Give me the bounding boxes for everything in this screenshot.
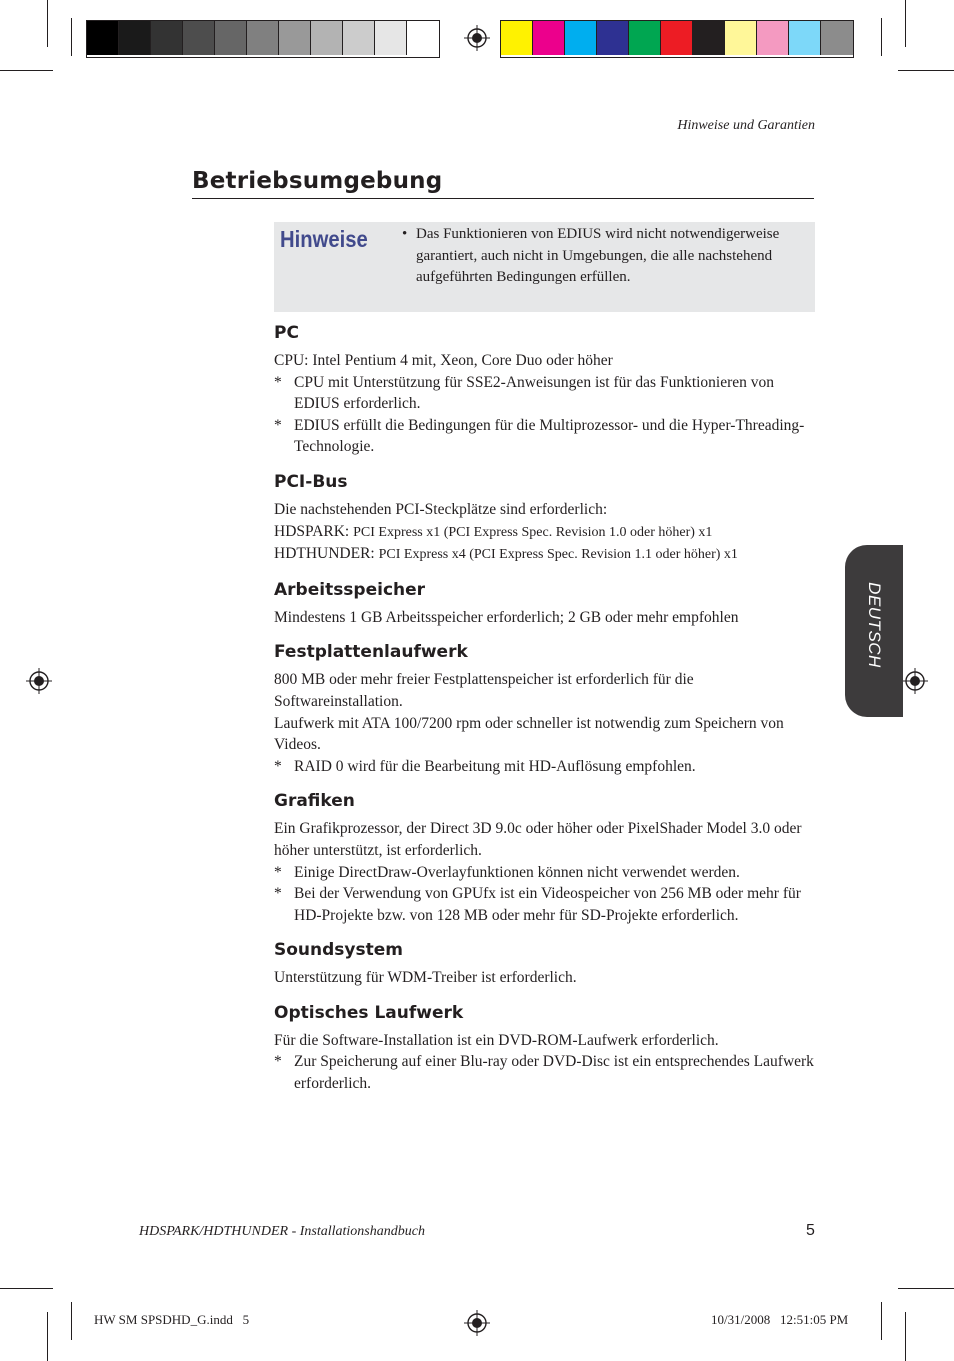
note-heading: Hinweise xyxy=(280,226,368,252)
section-heading: PCI-Bus xyxy=(274,471,348,492)
asterisk-marker: * xyxy=(274,373,282,391)
color-swatch xyxy=(789,21,821,55)
footnote-text: RAID 0 wird für die Bearbeitung mit HD-Auflösung empfohlen. xyxy=(294,757,696,775)
footnote-item xyxy=(274,372,815,415)
running-head: Hinweise und Garantien xyxy=(677,118,815,133)
section-text: Mindestens 1 GB Arbeitsspeicher erforderlich; 2 GB oder mehr empfohlen xyxy=(274,608,739,626)
color-swatch xyxy=(87,21,119,55)
color-swatch xyxy=(119,21,151,55)
color-swatch xyxy=(725,21,757,55)
footnote-item xyxy=(274,862,815,884)
bullet-icon: • xyxy=(402,226,408,242)
hdthunder-requirement xyxy=(274,543,815,566)
section-optical-drive xyxy=(274,1002,815,1095)
crop-mark xyxy=(47,0,48,47)
section-text: Die nachstehenden PCI-Steckplätze sind erforderlich: xyxy=(274,500,608,518)
section-text: CPU: Intel Pentium 4 mit, Xeon, Core Duo oder höher xyxy=(274,352,613,369)
section-heading: Soundsystem xyxy=(274,940,403,961)
language-tab-label: DEUTSCH xyxy=(865,582,884,668)
footnote-text: Zur Speicherung auf einer Blu-ray oder DVD-Disc ist ein entsprechendes Laufwerk erforderlich. xyxy=(294,1053,814,1093)
color-swatch xyxy=(407,21,439,55)
footnote-text: CPU mit Unterstützung für SSE2-Anweisungen ist für das Funktionieren von EDIUS erforderlich. xyxy=(294,373,775,413)
crop-mark xyxy=(881,1302,882,1340)
section-memory xyxy=(274,579,815,629)
color-swatch xyxy=(501,21,533,55)
requirement-label: HDSPARK: xyxy=(274,522,350,540)
section-heading: Grafiken xyxy=(274,791,355,812)
crop-mark xyxy=(0,70,53,71)
section-text: Ein Grafikprozessor, der Direct 3D 9.0c oder höher oder PixelShader Model 3.0 oder höher unterstützt, ist erforderlich. xyxy=(274,820,802,859)
color-swatch xyxy=(151,21,183,55)
requirement-value: PCI Express x4 (PCI Express Spec. Revision 1.1 oder höher) x1 xyxy=(378,547,738,563)
section-heading: Arbeitsspeicher xyxy=(274,579,426,600)
color-swatch xyxy=(597,21,629,55)
color-swatch xyxy=(215,21,247,55)
asterisk-marker: * xyxy=(274,757,282,775)
color-swatch xyxy=(693,21,725,55)
color-swatch xyxy=(343,21,375,55)
crop-mark xyxy=(905,1312,906,1361)
section-heading: Optisches Laufwerk xyxy=(274,1002,464,1023)
section-text: Für die Software-Installation ist ein DVD-ROM-Laufwerk erforderlich. xyxy=(274,1031,719,1049)
footnote-text: Bei der Verwendung von GPUfx ist ein Videospeicher von 256 MB oder mehr für HD-Projekte bzw. von 128 MB oder mehr für SD-Projekte erforderlich. xyxy=(294,885,801,924)
color-swatch xyxy=(533,21,565,55)
crop-mark xyxy=(0,1288,53,1289)
color-swatch xyxy=(311,21,343,55)
footnote-item xyxy=(274,415,815,458)
requirement-value: PCI Express x1 (PCI Express Spec. Revision 1.0 oder höher) x1 xyxy=(353,524,713,540)
section-pci-bus xyxy=(274,471,815,566)
footnote-item xyxy=(274,1051,815,1094)
hdspark-requirement xyxy=(274,521,815,544)
section-pc xyxy=(274,322,815,458)
color-swatch-bar xyxy=(500,20,854,58)
page-title: Betriebsumgebung xyxy=(192,168,814,199)
crop-mark xyxy=(47,1312,48,1361)
print-slug-timestamp: 10/31/2008 12:51:05 PM xyxy=(711,1312,849,1327)
section-graphics xyxy=(274,790,815,926)
crop-mark xyxy=(71,1302,72,1340)
section-text: 800 MB oder mehr freier Festplattenspeicher ist erforderlich für die Softwareinstallation. xyxy=(274,671,694,710)
asterisk-marker: * xyxy=(274,863,282,881)
crop-mark xyxy=(71,18,72,56)
asterisk-marker: * xyxy=(274,416,282,434)
section-heading: Festplattenlaufwerk xyxy=(274,642,468,663)
color-swatch xyxy=(565,21,597,55)
section-heading: PC xyxy=(274,323,299,343)
asterisk-marker: * xyxy=(274,885,282,903)
registration-mark-icon xyxy=(464,25,490,51)
color-swatch xyxy=(375,21,407,55)
color-swatch xyxy=(821,21,853,55)
color-swatch xyxy=(757,21,789,55)
footer-title: HDSPARK/HDTHUNDER - Installationshandbuch xyxy=(139,1224,425,1239)
print-slug-filename: HW SM SPSDHD_G.indd 5 xyxy=(94,1312,250,1327)
color-swatch xyxy=(279,21,311,55)
footnote-text: Einige DirectDraw-Overlayfunktionen können nicht verwendet werden. xyxy=(294,863,740,881)
main-content xyxy=(274,322,815,1108)
footnote-item xyxy=(274,883,815,926)
color-swatch xyxy=(661,21,693,55)
crop-mark xyxy=(898,70,954,71)
footnote-item xyxy=(274,756,815,778)
section-sound xyxy=(274,939,815,989)
gray-swatch-bar xyxy=(86,20,440,58)
color-swatch xyxy=(629,21,661,55)
asterisk-marker: * xyxy=(274,1053,282,1071)
registration-mark-icon xyxy=(464,1310,490,1336)
color-swatch xyxy=(183,21,215,55)
crop-mark xyxy=(905,0,906,47)
section-text: Laufwerk mit ATA 100/7200 rpm oder schneller ist notwendig zum Speichern von Videos. xyxy=(274,714,784,754)
note-text: Das Funktionieren von EDIUS wird nicht notwendigerweise garantiert, auch nicht in Umgebungen, die alle nachstehend aufgeführten Bedingungen erfüllen. xyxy=(416,226,780,286)
color-swatch xyxy=(247,21,279,55)
section-harddisk xyxy=(274,641,815,777)
requirement-label: HDTHUNDER: xyxy=(274,545,375,563)
registration-mark-icon xyxy=(26,668,52,694)
registration-mark-icon xyxy=(902,668,928,694)
section-text: Unterstützung für WDM-Treiber ist erforderlich. xyxy=(274,969,577,987)
crop-mark xyxy=(881,18,882,56)
page-number: 5 xyxy=(806,1222,815,1239)
footnote-text: EDIUS erfüllt die Bedingungen für die Multiprozessor- und die Hyper-Threading-Technologie. xyxy=(294,416,805,456)
crop-mark xyxy=(898,1288,954,1289)
